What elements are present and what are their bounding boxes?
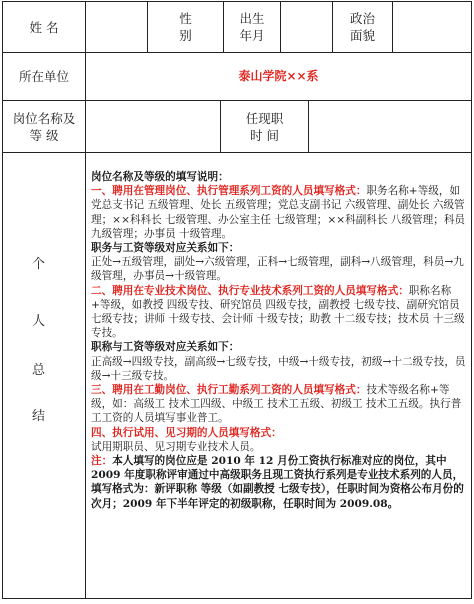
gender-label: 性 别	[179, 11, 192, 43]
name-value[interactable]	[86, 2, 147, 52]
section-4-body: 试用期职员、见习期专业技术人员。	[91, 440, 261, 453]
unit-value[interactable]: 泰山学院××系	[238, 69, 319, 83]
section-3-heading: 三、聘用在工勤岗位、执行工勤系列工资的人员填写格式：	[91, 384, 367, 397]
section-1-map: 正处→五级管理，副处→六级管理，正科→七级管理，副科→八级管理，科员→九级管理，办事员→十级管理。	[91, 256, 464, 283]
rule-row3	[2, 152, 472, 153]
footnote-label: 注：	[91, 455, 113, 468]
form-page	[2, 1, 472, 599]
section-1-map-title: 职务与工资等级对应关系如下：	[91, 242, 240, 255]
position-label: 岗位名称及 等 级	[12, 110, 76, 143]
section-2-heading: 二、聘用在专业技术岗位、执行专业技术系列工资的人员填写格式：	[91, 284, 409, 297]
section-1-body: 职务名称+等级，如党总支书记 五级管理、处长 五级管理；党总支副书记 六级管理、副处长 六级管理；××科科长 七级管理、办公室主任 七级管理；××科副科长 八级管理；科员 九级管理；办事员 十级管理。	[91, 185, 466, 240]
birth-value[interactable]	[281, 2, 332, 52]
notes-section-1	[91, 184, 469, 241]
section-4-heading: 四、执行试用、见习期的人员填写格式：	[91, 426, 282, 439]
position-value[interactable]	[86, 101, 220, 152]
footnote-body: 本人填写的岗位应是 2010 年 12 月份工资执行标准对应的岗位，其中 2009 年度职称评审通过中高级职务且现工资执行系列是专业技术系列的人员，填写格式为：新评职称 等级（如副教授 七级专技），任职时间为资格公布月份的次月；2009 年下半年评定的初级职称，任职时间为 2009.08。	[91, 455, 464, 510]
politics-label: 政治 面貌	[349, 11, 375, 43]
summary-char-2: 人	[32, 314, 46, 329]
notes-title: 岗位名称及等级的填写说明：	[91, 171, 229, 183]
rule-right	[471, 1, 472, 599]
notes-footnote	[91, 454, 469, 511]
section-2-map: 正高级→四级专技，副高级→七级专技，中级→十级专技，初级→十二级专技，员级→十三级专技。	[91, 355, 466, 382]
birth-label: 出生 年月	[239, 11, 265, 43]
summary-char-4: 结	[32, 409, 46, 424]
section-3-body: 技术等级名称+等级，如：高级工 技术工四级、中级工 技术工五级、初级工 技术工五级。执行普工工资的人员填写事业普工。	[91, 384, 462, 425]
politics-value[interactable]	[393, 2, 471, 52]
tenure-value[interactable]	[309, 101, 471, 152]
section-1-heading: 一、聘用在管理岗位、执行管理系列工资的人员填写格式：	[91, 185, 367, 198]
rule-bottom	[2, 598, 472, 599]
summary-instructions[interactable]	[91, 170, 469, 511]
notes-section-3	[91, 383, 469, 426]
summary-char-1: 个	[32, 257, 46, 272]
name-label: 姓 名	[29, 19, 59, 35]
unit-label: 所在单位	[18, 69, 69, 84]
section-2-body: 职称名称+等级，如教授 四级专技、研究馆员 四级专技，副教授 七级专技、副研究馆员 七级专技；讲师 十级专技、会计师 十级专技；助教 十二级专技；技术员 十三级专技。	[91, 284, 465, 340]
notes-section-2	[91, 284, 469, 341]
tenure-label: 任现职 时 间	[245, 110, 284, 143]
section-2-map-title: 职称与工资等级对应关系如下：	[91, 341, 240, 354]
summary-char-3: 总	[32, 363, 46, 378]
